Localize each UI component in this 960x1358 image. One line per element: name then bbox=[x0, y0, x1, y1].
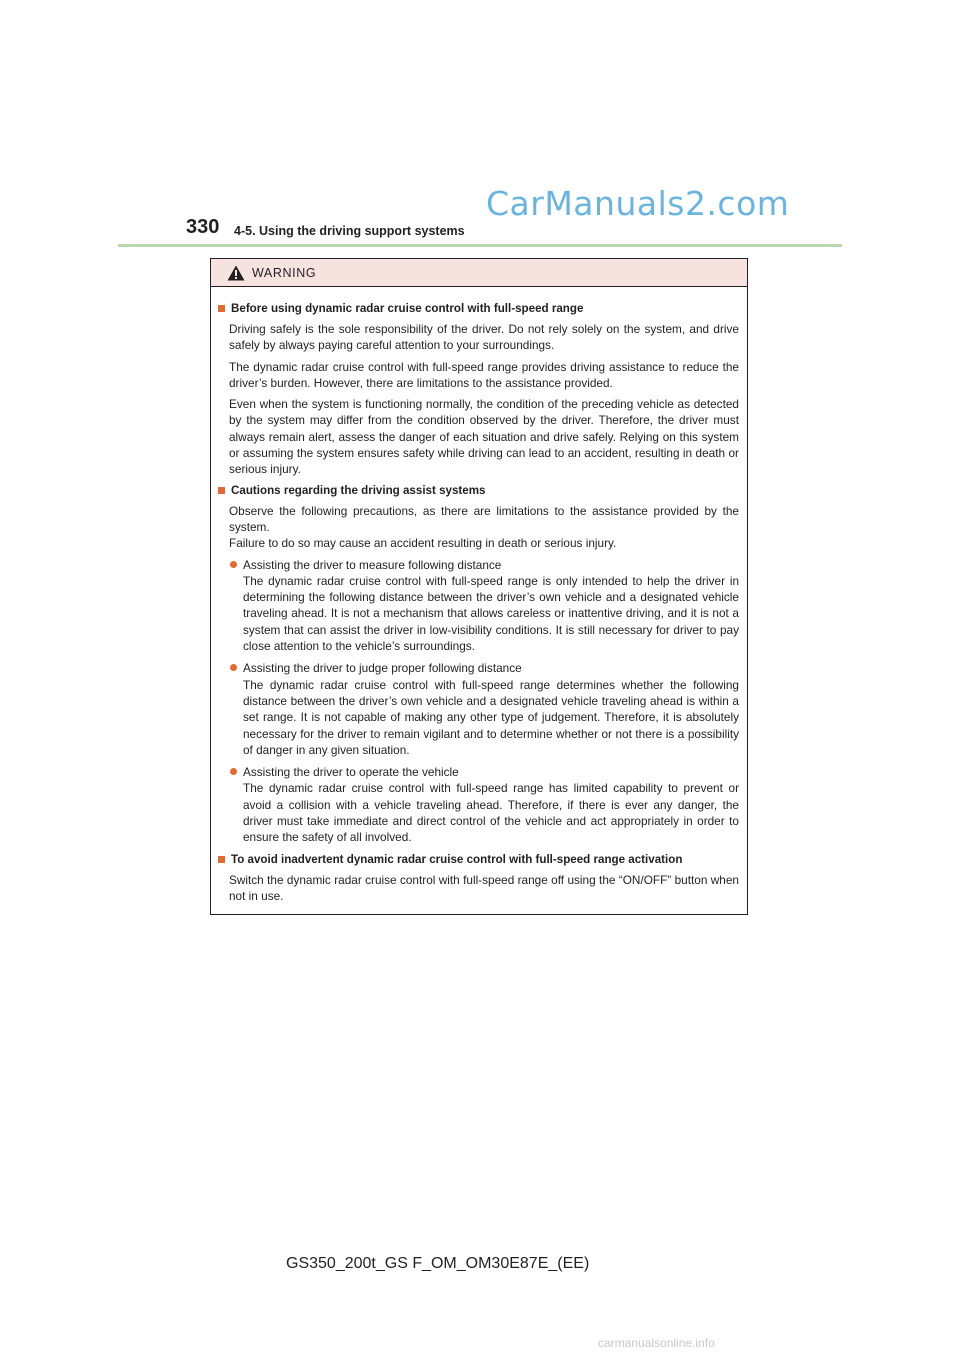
round-bullet-icon bbox=[230, 561, 237, 568]
paragraph: The dynamic radar cruise control with full-speed range provides driving assistance to reduce the driver’s burden. However, there are limitations to the assistance provided. bbox=[229, 359, 739, 390]
bullet-body: The dynamic radar cruise control with full-speed range determines whether the following distance between the driver’s own vehicle and a designated vehicle traveling ahead is within a set range. It is not capable of making any other type of judgement. Therefore, it is absolutely necessary for the driver to remain vigilant and to determine whether or not there is a possibility of danger in any given situation. bbox=[243, 677, 739, 757]
warning-box bbox=[210, 258, 748, 915]
section-heading-text: Cautions regarding the driving assist systems bbox=[231, 483, 486, 497]
paragraph: Switch the dynamic radar cruise control with full-speed range off using the “ON/OFF” button when not in use. bbox=[229, 872, 739, 903]
header-divider bbox=[118, 244, 842, 247]
bullet-item bbox=[229, 660, 739, 758]
bullet-body: The dynamic radar cruise control with full-speed range is only intended to help the driver in determining the following distance between the driver’s own vehicle and a designated vehicle traveling ahead. It is not a mechanism that allows careless or inattentive driving, and it is not a system that can assist the driver in low-visibility conditions. It is still necessary for driver to pay close attention to the vehicle’s surroundings. bbox=[243, 573, 739, 654]
square-bullet-icon bbox=[218, 856, 225, 863]
warning-label: WARNING bbox=[252, 265, 317, 280]
document-code-footer: GS350_200t_GS F_OM_OM30E87E_(EE) bbox=[286, 1255, 590, 1272]
page-number: 330 bbox=[186, 216, 220, 238]
bullet-title: Assisting the driver to operate the vehicle bbox=[243, 765, 459, 780]
section-title: 4-5. Using the driving support systems bbox=[234, 224, 465, 238]
square-bullet-icon bbox=[218, 487, 225, 494]
round-bullet-icon bbox=[230, 768, 237, 775]
bullet-body: The dynamic radar cruise control with full-speed range has limited capability to prevent or avoid a collision with a vehicle traveling ahead. Therefore, if there is ever any danger, the driver must take immediate and direct control of the vehicle and act appropriately in order to ensure the safety of all involved. bbox=[243, 781, 739, 845]
bullet-title: Assisting the driver to measure following distance bbox=[243, 557, 502, 572]
carmanuals-watermark: CarManuals2.com bbox=[486, 184, 790, 223]
paragraph: Even when the system is functioning normally, the condition of the preceding vehicle as detected by the system may differ from the condition observed by the driver. Therefore, the driver must always remain alert, assess the danger of each situation and drive safely. Relying on this system or assuming the system ensures safety while driving can lead to an accident, resulting in death or serious injury. bbox=[229, 397, 739, 477]
section-heading bbox=[217, 852, 739, 868]
bullet-title: Assisting the driver to judge proper following distance bbox=[243, 661, 522, 676]
paragraph: Observe the following precautions, as there are limitations to the assistance provided by the system. bbox=[229, 503, 739, 534]
section-heading-text: Before using dynamic radar cruise control with full-speed range bbox=[231, 302, 584, 315]
section-heading bbox=[217, 483, 739, 499]
warning-body bbox=[211, 287, 747, 904]
section-heading-text: To avoid inadvertent dynamic radar cruise control with full-speed range activation bbox=[231, 852, 683, 866]
warning-triangle-icon bbox=[227, 265, 245, 281]
warning-header bbox=[211, 259, 747, 287]
round-bullet-icon bbox=[230, 664, 237, 671]
section-heading bbox=[217, 301, 739, 317]
bullet-item bbox=[229, 764, 739, 845]
square-bullet-icon bbox=[218, 305, 225, 312]
paragraph: Failure to do so may cause an accident resulting in death or serious injury. bbox=[229, 536, 617, 551]
bullet-item bbox=[229, 557, 739, 655]
paragraph: Driving safely is the sole responsibility of the driver. Do not rely solely on the system, and drive safely by always paying careful attention to your surroundings. bbox=[229, 322, 739, 353]
carmanualsonline-watermark: carmanualsonline.info bbox=[598, 1336, 715, 1350]
